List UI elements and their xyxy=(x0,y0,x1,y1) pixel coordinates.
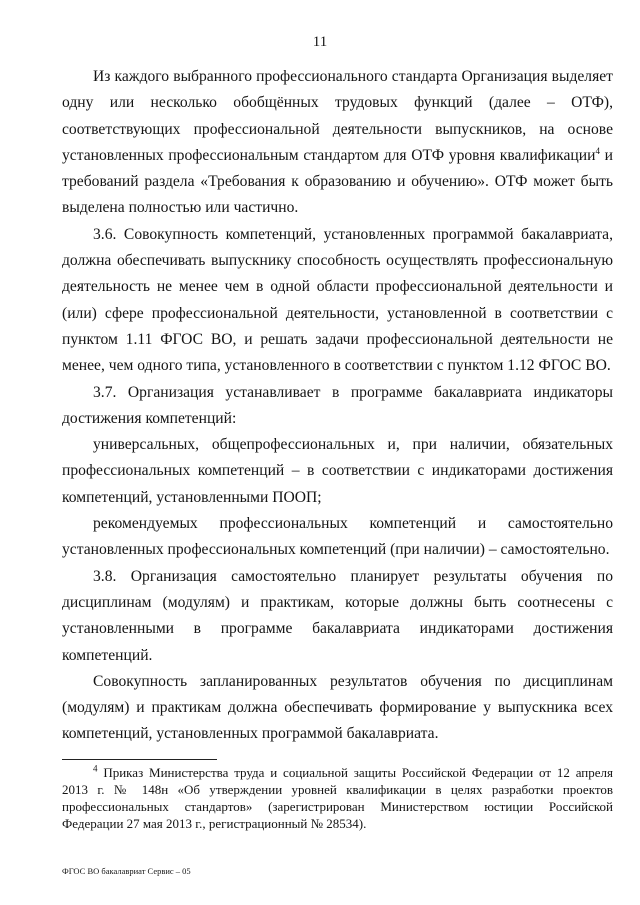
paragraph-recommended-competencies: рекомендуемых профессиональных компетенций и самостоятельно установленных профессиональных компетенций (при наличии) – самостоятельно. xyxy=(62,515,613,559)
footnote-text: Приказ Министерства труда и социальной защиты Российской Федерации от 12 апреля 2013 г. № 148н «Об утверждении уровней квалификации в целях разработки проектов профессиональных стандартов» (зарегистрирован Министерством юстиции Российской Федерации 27 мая 2013 г., регистрационный № 28534). xyxy=(62,765,613,831)
footnote xyxy=(62,764,613,832)
page-footer: ФГОС ВО бакалавриат Сервис – 05 xyxy=(62,866,191,876)
footnote-number: 4 xyxy=(93,763,98,774)
footnote-divider xyxy=(62,759,217,760)
paragraph-3-6: 3.6. Совокупность компетенций, установленных программой бакалавриата, должна обеспечивать выпускнику способность осуществлять профессиональную деятельность не менее чем в одной области профессиональной деятельности и (или) сфере профессиональной деятельности, установленной в соответствии с пунктом 1.11 ФГОС ВО, и решать задачи профессиональной деятельности не менее, чем одного типа, установленного в соответствии с пунктом 1.12 ФГОС ВО. xyxy=(62,225,613,375)
paragraph-otf-after: и требований раздела «Требования к образованию и обучению». ОТФ может быть выделена полностью или частично. xyxy=(62,146,613,217)
paragraph-3-8: 3.8. Организация самостоятельно планирует результаты обучения по дисциплинам (модулям) и практикам, которые должны быть соотнесены с установленными в программе бакалавриата индикаторами достижения компетенций. xyxy=(62,567,613,664)
paragraph-otf xyxy=(62,64,613,222)
page-number: 11 xyxy=(312,34,328,50)
paragraph-learning-outcomes: Совокупность запланированных результатов обучения по дисциплинам (модулям) и практикам должна обеспечивать формирование у выпускника всех компетенций, установленных программой бакалавриата. xyxy=(62,672,613,743)
footnote-ref: 4 xyxy=(595,145,600,156)
paragraph-3-7: 3.7. Организация устанавливает в программе бакалавриата индикаторы достижения компетенций: xyxy=(62,383,613,427)
paragraph-universal-competencies: универсальных, общепрофессиональных и, при наличии, обязательных профессиональных компетенций – в соответствии с индикаторами достижения компетенций, установленными ПООП; xyxy=(62,436,613,506)
document-body xyxy=(62,64,613,748)
paragraph-otf-before: Из каждого выбранного профессионального стандарта Организация выделяет одну или несколько обобщённых трудовых функций (далее – ОТФ), соответствующих профессиональной деятельности выпускников, на основе установленных профессиональным стандартом для ОТФ уровня квалификации xyxy=(62,68,613,164)
